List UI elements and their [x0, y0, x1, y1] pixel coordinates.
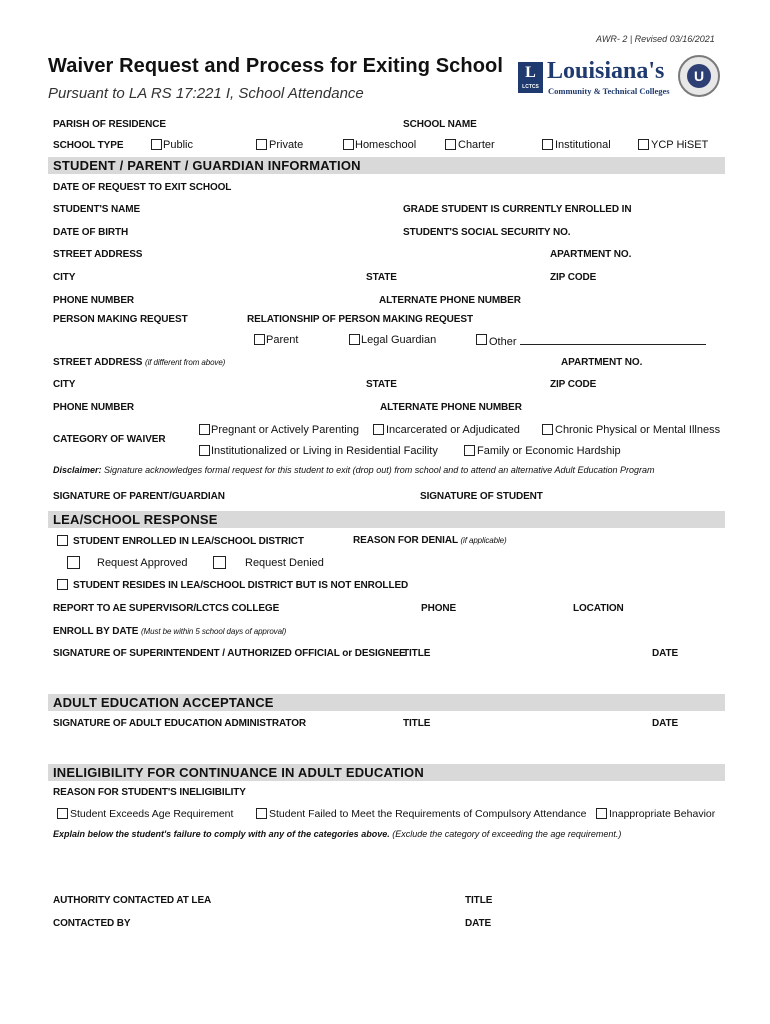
option-other: Other	[489, 334, 706, 348]
option-behavior: Inappropriate Behavior	[609, 808, 716, 820]
option-institutionalized: Institutionalized or Living in Residential Facility	[211, 445, 438, 457]
checkbox-public[interactable]	[151, 139, 162, 150]
form-subtitle: Pursuant to LA RS 17:221 I, School Attendance	[48, 85, 364, 102]
sig-superintendent-label: SIGNATURE OF SUPERINTENDENT / AUTHORIZED OFFICIAL or DESIGNEE	[53, 648, 406, 659]
checkbox-parent[interactable]	[254, 334, 265, 345]
checkbox-institutional[interactable]	[542, 139, 553, 150]
location-label: LOCATION	[573, 603, 624, 614]
category-label: CATEGORY OF WAIVER	[53, 434, 166, 445]
option-denied: Request Denied	[245, 557, 324, 569]
checkbox-other[interactable]	[476, 334, 487, 345]
apt-label: APARTMENT NO.	[550, 249, 632, 260]
option-homeschool: Homeschool	[355, 139, 417, 151]
reason-denial-label: REASON FOR DENIAL (if applicable)	[353, 535, 507, 546]
zip-label: ZIP CODE	[550, 272, 597, 283]
ssn-label: STUDENT'S SOCIAL SECURITY NO.	[403, 227, 571, 238]
checkbox-homeschool[interactable]	[343, 139, 354, 150]
sig-ae-admin-label: SIGNATURE OF ADULT EDUCATION ADMINISTRATOR	[53, 718, 307, 729]
dob-label: DATE OF BIRTH	[53, 227, 129, 238]
checkbox-approved[interactable]	[67, 556, 80, 569]
option-ycp-hiset: YCP HiSET	[651, 139, 709, 151]
option-legal-guardian: Legal Guardian	[361, 334, 437, 346]
checkbox-ycp-hiset[interactable]	[638, 139, 649, 150]
checkbox-private[interactable]	[256, 139, 267, 150]
checkbox-hardship[interactable]	[464, 445, 475, 456]
city2-label: CITY	[53, 379, 76, 390]
street-label: STREET ADDRESS	[53, 249, 143, 260]
enroll-by-label: ENROLL BY DATE (Must be within 5 school days of approval)	[53, 626, 287, 637]
section-header-student: STUDENT / PARENT / GUARDIAN INFORMATION	[48, 157, 725, 174]
parish-label: PARISH OF RESIDENCE	[53, 119, 166, 130]
apt2-label: APARTMENT NO.	[561, 357, 643, 368]
lea-phone-label: PHONE	[421, 603, 457, 614]
enrolled-label: STUDENT ENROLLED IN LEA/SCHOOL DISTRICT	[73, 536, 304, 547]
inelig-title-label: TITLE	[465, 895, 493, 906]
school-name-label: SCHOOL NAME	[403, 119, 477, 130]
logo-tagline: Community & Technical Colleges	[548, 86, 670, 96]
checkbox-exceeds-age[interactable]	[57, 808, 68, 819]
checkbox-institutionalized[interactable]	[199, 445, 210, 456]
checkbox-failed-attendance[interactable]	[256, 808, 267, 819]
option-charter: Charter	[458, 139, 495, 151]
sig-parent-label: SIGNATURE OF PARENT/GUARDIAN	[53, 491, 225, 502]
option-private: Private	[269, 139, 304, 151]
checkbox-enrolled[interactable]	[57, 535, 68, 546]
checkbox-charter[interactable]	[445, 139, 456, 150]
checkbox-resides[interactable]	[57, 579, 68, 590]
date-request-label: DATE OF REQUEST TO EXIT SCHOOL	[53, 182, 232, 193]
checkbox-legal-guardian[interactable]	[349, 334, 360, 345]
phone2-label: PHONE NUMBER	[53, 402, 135, 413]
option-incarcerated: Incarcerated or Adjudicated	[386, 424, 520, 436]
ae-date-label: DATE	[652, 718, 679, 729]
resides-label: STUDENT RESIDES IN LEA/SCHOOL DISTRICT BUT IS NOT ENROLLED	[73, 580, 409, 591]
option-hardship: Family or Economic Hardship	[477, 445, 621, 457]
report-to-label: REPORT TO AE SUPERVISOR/LCTCS COLLEGE	[53, 603, 280, 614]
checkbox-incarcerated[interactable]	[373, 424, 384, 435]
inelig-date-label: DATE	[465, 918, 492, 929]
option-public: Public	[163, 139, 193, 151]
other-line[interactable]	[520, 334, 706, 345]
reason-inelig-label: REASON FOR STUDENT'S INELIGIBILITY	[53, 787, 246, 798]
state2-label: STATE	[366, 379, 397, 390]
checkbox-chronic[interactable]	[542, 424, 553, 435]
phone-label: PHONE NUMBER	[53, 295, 135, 306]
option-pregnant: Pregnant or Actively Parenting	[211, 424, 359, 436]
ae-title-label: TITLE	[403, 718, 431, 729]
students-name-label: STUDENT'S NAME	[53, 204, 141, 215]
seal-icon: U	[678, 55, 720, 97]
option-approved: Request Approved	[97, 557, 188, 569]
option-exceeds-age: Student Exceeds Age Requirement	[70, 808, 234, 820]
contacted-by-label: CONTACTED BY	[53, 918, 131, 929]
logo-name: Louisiana's	[547, 58, 665, 84]
lctcs-logo-icon: L LCTCS	[518, 62, 543, 93]
option-parent: Parent	[266, 334, 299, 346]
lea-title-label: TITLE	[403, 648, 431, 659]
checkbox-behavior[interactable]	[596, 808, 607, 819]
section-header-lea: LEA/SCHOOL RESPONSE	[48, 511, 725, 528]
grade-label: GRADE STUDENT IS CURRENTLY ENROLLED IN	[403, 204, 632, 215]
street2-label: STREET ADDRESS (if different from above)	[53, 357, 226, 368]
form-title: Waiver Request and Process for Exiting School	[48, 55, 503, 77]
lea-date-label: DATE	[652, 648, 679, 659]
alt-phone2-label: ALTERNATE PHONE NUMBER	[380, 402, 522, 413]
state-label: STATE	[366, 272, 397, 283]
alt-phone-label: ALTERNATE PHONE NUMBER	[379, 295, 521, 306]
section-header-ineligibility: INELIGIBILITY FOR CONTINUANCE IN ADULT EDUCATION	[48, 764, 725, 781]
disclaimer: Disclaimer: Signature acknowledges formal request for this student to exit (drop out) from school and to attend an alternative Adult Education Program	[53, 465, 655, 475]
option-failed-attendance: Student Failed to Meet the Requirements of Compulsory Attendance	[269, 808, 587, 820]
explain-instruction: Explain below the student's failure to comply with any of the categories above. (Exclude the category of exceeding the age requirement.)	[53, 829, 622, 839]
zip2-label: ZIP CODE	[550, 379, 597, 390]
authority-label: AUTHORITY CONTACTED AT LEA	[53, 895, 212, 906]
checkbox-denied[interactable]	[213, 556, 226, 569]
city-label: CITY	[53, 272, 76, 283]
option-chronic: Chronic Physical or Mental Illness	[555, 424, 721, 436]
option-institutional: Institutional	[555, 139, 611, 151]
form-code: AWR- 2 | Revised 03/16/2021	[596, 34, 715, 44]
sig-student-label: SIGNATURE OF STUDENT	[420, 491, 543, 502]
section-header-ae: ADULT EDUCATION ACCEPTANCE	[48, 694, 725, 711]
school-type-label: SCHOOL TYPE	[53, 140, 124, 151]
relationship-label: RELATIONSHIP OF PERSON MAKING REQUEST	[247, 314, 473, 325]
person-making-label: PERSON MAKING REQUEST	[53, 314, 188, 325]
checkbox-pregnant[interactable]	[199, 424, 210, 435]
